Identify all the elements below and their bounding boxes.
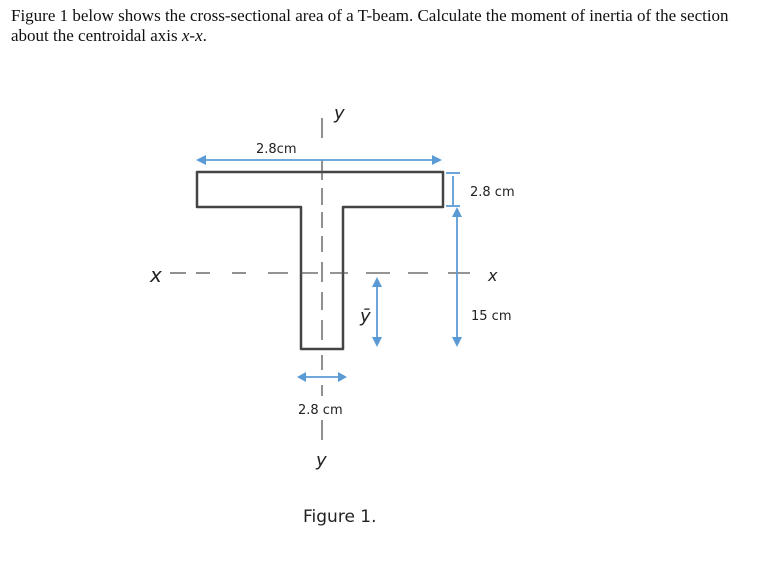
centroid-distance-dimension <box>372 277 382 347</box>
centroid-label: ȳ <box>360 306 371 327</box>
flange-width-dimension <box>196 155 442 165</box>
t-beam-outline <box>197 172 443 349</box>
flange-width-label: 2.8cm <box>256 142 297 157</box>
flange-thickness-label: 2.8 cm <box>470 185 515 200</box>
axis-name: x-x <box>181 26 203 45</box>
figure-caption: Figure 1. <box>303 507 377 527</box>
total-depth-dimension <box>452 207 462 347</box>
x-axis-left-label: x <box>150 263 162 287</box>
web-width-label: 2.8 cm <box>298 403 343 418</box>
y-axis-bottom-label: y <box>316 450 327 471</box>
flange-thickness-dimension <box>446 173 460 206</box>
total-depth-label: 15 cm <box>471 309 512 324</box>
web-width-dimension <box>297 372 347 382</box>
y-axis-top-label: y <box>334 103 345 124</box>
question-text-end: . <box>202 26 207 45</box>
x-axis-right-label: x <box>488 266 498 285</box>
question-text-body: Figure 1 below shows the cross-sectional area of a T-beam. Calculate the moment of inertia of the section about the centroidal axis <box>11 6 729 45</box>
